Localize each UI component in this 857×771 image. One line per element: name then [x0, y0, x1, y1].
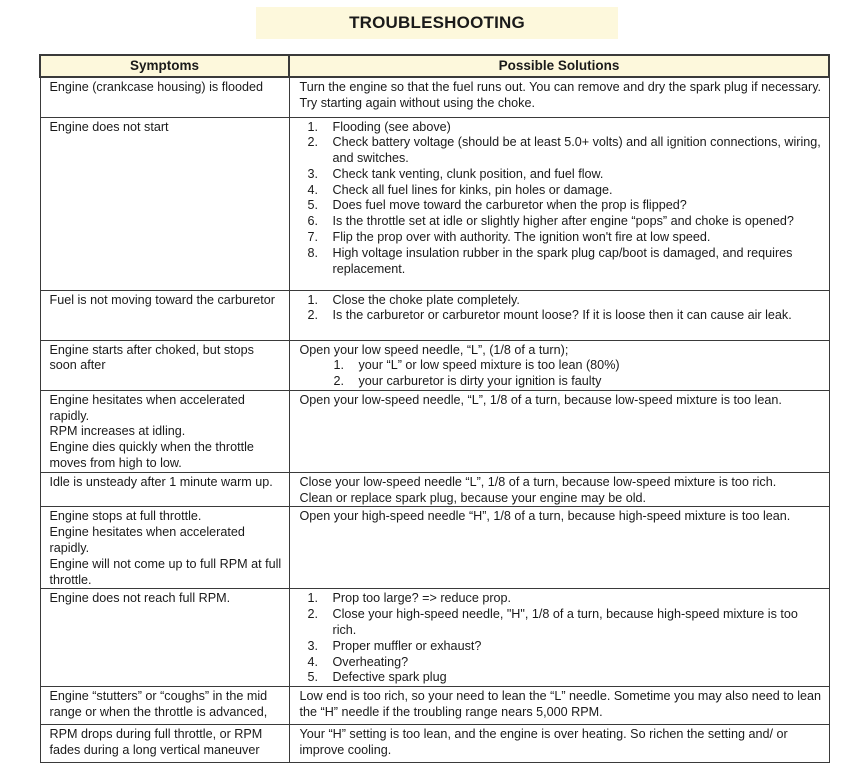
list-number: 2.	[307, 308, 319, 323]
symptom-cell	[40, 77, 289, 117]
solution-list-item	[300, 230, 823, 246]
page-title: TROUBLESHOOTING	[256, 7, 618, 39]
symptom-line: Engine stops at full throttle.	[49, 509, 202, 524]
symptom-cell	[40, 589, 289, 687]
list-item-text: Does fuel move toward the carburetor when the prop is flipped?	[332, 198, 687, 213]
solution-cell	[289, 340, 829, 390]
solution-list	[300, 591, 823, 686]
table-row	[40, 340, 829, 390]
list-number: 6.	[307, 214, 319, 229]
solution-list-item	[300, 308, 823, 324]
solution-cell	[289, 117, 829, 290]
solution-text: Clean or replace spark plug, because your engine may be old.	[299, 490, 647, 505]
solution-list-item	[300, 183, 823, 199]
solution-text: Open your high-speed needle “H”, 1/8 of a turn, because high-speed mixture is too lean.	[299, 509, 791, 524]
list-item-text: Prop too large? => reduce prop.	[332, 591, 512, 606]
solution-list-item	[300, 670, 823, 686]
list-item-text: Check battery voltage (should be at least 5.0+ volts) and all ignition connections, wiring, and switches.	[332, 135, 821, 166]
symptom-line: Engine (crankcase housing) is flooded	[49, 80, 264, 94]
table-header-row	[40, 55, 829, 77]
list-item-text: Flip the prop over with authority. The ignition won't fire at low speed.	[332, 230, 711, 245]
list-number: 2.	[307, 135, 319, 150]
list-number: 8.	[307, 245, 319, 260]
solution-cell	[289, 390, 829, 472]
symptom-line: Idle is unsteady after 1 minute warm up.	[49, 474, 273, 489]
table-row	[40, 589, 829, 687]
symptom-line: Engine dies quickly when the throttle moves from high to low.	[49, 440, 254, 471]
list-number: 2.	[333, 374, 345, 389]
symptom-line: RPM drops during full throttle, or RPM fades during a long vertical maneuver	[49, 727, 263, 758]
symptom-line: Engine hesitates when accelerated rapidly.	[49, 525, 245, 556]
symptom-line: Fuel is not moving toward the carburetor	[49, 292, 275, 307]
solution-list-item	[300, 246, 823, 278]
table-row	[40, 725, 829, 763]
list-number: 5.	[307, 198, 319, 213]
solution-text: Open your low speed needle, “L”, (1/8 of a turn);	[299, 342, 569, 357]
solution-list-item	[300, 639, 823, 655]
table-row	[40, 687, 829, 725]
solution-list-item	[300, 607, 823, 639]
list-item-text: Defective spark plug	[332, 670, 447, 685]
symptom-line: Engine does not reach full RPM.	[49, 591, 231, 606]
solution-list-item	[300, 135, 823, 167]
list-number: 1.	[307, 292, 319, 307]
solution-cell	[289, 290, 829, 340]
list-item-text: Check tank venting, clunk position, and fuel flow.	[332, 166, 604, 181]
symptom-cell	[40, 340, 289, 390]
solution-text: Close your low-speed needle “L”, 1/8 of a turn, because low-speed mixture is too rich.	[299, 474, 777, 489]
solution-cell	[289, 589, 829, 687]
column-header-solutions: Possible Solutions	[289, 55, 829, 77]
list-number: 2.	[307, 607, 319, 622]
list-item-text: Is the carburetor or carburetor mount loose? If it is loose then it can cause air leak.	[332, 308, 792, 323]
list-number: 3.	[307, 166, 319, 181]
symptom-cell	[40, 725, 289, 763]
table-row	[40, 472, 829, 507]
solution-cell	[289, 687, 829, 725]
solution-list-item	[300, 120, 823, 136]
symptom-line: RPM increases at idling.	[49, 424, 186, 439]
solution-text: Turn the engine so that the fuel runs out. You can remove and dry the spark plug if necessary. Try starting again without using the choke.	[299, 80, 822, 110]
list-number: 4.	[307, 182, 319, 197]
solution-list-item	[300, 358, 823, 374]
symptom-cell	[40, 390, 289, 472]
symptom-line: Engine will not come up to full RPM at full throttle.	[49, 556, 282, 587]
solution-cell	[289, 725, 829, 763]
symptom-cell	[40, 507, 289, 589]
solution-list-item	[300, 198, 823, 214]
solution-cell	[289, 77, 829, 117]
solution-list-item	[300, 167, 823, 183]
solution-text: Open your low-speed needle, “L”, 1/8 of a turn, because low-speed mixture is too lean.	[299, 392, 782, 407]
list-item-text: Is the throttle set at idle or slightly higher after engine “pops” and choke is opened?	[332, 214, 794, 229]
table-row	[40, 290, 829, 340]
list-number: 4.	[307, 654, 319, 669]
solution-list-item	[300, 293, 823, 309]
list-number: 1.	[333, 358, 345, 373]
solution-list	[300, 120, 823, 278]
symptom-cell	[40, 472, 289, 507]
symptom-cell	[40, 117, 289, 290]
table-body	[40, 77, 829, 763]
list-item-text: Check all fuel lines for kinks, pin holes or damage.	[332, 182, 613, 197]
list-item-text: Close the choke plate completely.	[332, 292, 520, 307]
list-number: 1.	[307, 591, 319, 606]
table-row	[40, 117, 829, 290]
table-row	[40, 507, 829, 589]
solution-list-item	[300, 214, 823, 230]
solution-list	[300, 358, 823, 390]
list-item-text: High voltage insulation rubber in the spark plug cap/boot is damaged, and requires replacement.	[332, 245, 793, 276]
list-item-text: Close your high-speed needle, "H", 1/8 of a turn, because high-speed mixture is too rich.	[332, 607, 798, 638]
list-item-text: your “L” or low speed mixture is too lean (80%)	[358, 358, 620, 373]
solution-list-item	[300, 591, 823, 607]
list-item-text: Proper muffler or exhaust?	[332, 638, 482, 653]
solution-list-item	[300, 655, 823, 671]
list-item-text: Overheating?	[332, 654, 409, 669]
list-number: 3.	[307, 638, 319, 653]
symptom-line: Engine “stutters” or “coughs” in the mid range or when the throttle is advanced,	[49, 689, 268, 720]
column-header-symptoms: Symptoms	[40, 55, 289, 77]
list-number: 1.	[307, 119, 319, 134]
list-number: 7.	[307, 230, 319, 245]
list-item-text: your carburetor is dirty your ignition is faulty	[358, 374, 602, 389]
symptom-line: Engine does not start	[49, 119, 169, 134]
troubleshooting-table	[39, 54, 830, 763]
table-row	[40, 77, 829, 117]
symptom-cell	[40, 687, 289, 725]
symptom-line: Engine hesitates when accelerated rapidly.	[49, 392, 245, 423]
solution-text: Your “H” setting is too lean, and the engine is over heating. So richen the setting and/ or improve cooling.	[299, 727, 788, 758]
list-number: 5.	[307, 670, 319, 685]
solution-text: Low end is too rich, so your need to lean the “L” needle. Sometime you may also need to lean the “H” needle if the troubling range nears 5,000 RPM.	[299, 689, 822, 720]
symptom-line: Engine starts after choked, but stops soon after	[49, 342, 254, 373]
solution-list	[300, 293, 823, 325]
table-row	[40, 390, 829, 472]
solution-cell	[289, 472, 829, 507]
solution-list-item	[300, 374, 823, 390]
list-item-text: Flooding (see above)	[332, 119, 451, 134]
symptom-cell	[40, 290, 289, 340]
solution-cell	[289, 507, 829, 589]
